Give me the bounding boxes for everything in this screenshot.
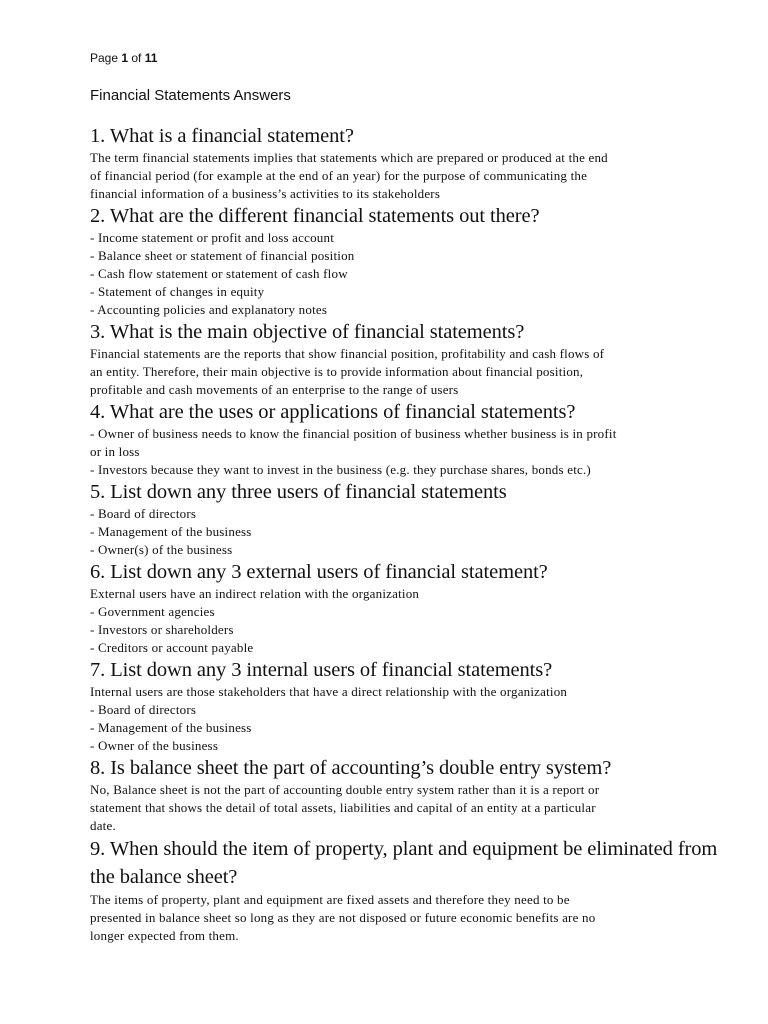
answer-line: Financial statements are the reports that show financial position, profitability and cash flows of [90, 346, 605, 361]
qa-section [90, 559, 728, 657]
answer-line: Internal users are those stakeholders that have a direct relationship with the organization [90, 684, 568, 699]
page-current: 1 [121, 51, 129, 65]
answer-line: date. [90, 818, 116, 833]
qa-section [90, 755, 728, 835]
qa-section [90, 479, 728, 559]
question-heading: 1. What is a financial statement? [90, 125, 354, 147]
qa-sections [90, 123, 728, 945]
question-heading: 4. What are the uses or applications of financial statements? [90, 401, 576, 423]
answer-line: - Owner of the business [90, 738, 219, 753]
qa-section [90, 657, 728, 755]
answer-line: - Board of directors [90, 702, 197, 717]
answer-line: - Board of directors [90, 506, 197, 521]
page-label: Page [90, 51, 122, 65]
answer-line: - Balance sheet or statement of financial position [90, 248, 355, 263]
answer-line: - Statement of changes in equity [90, 284, 265, 299]
qa-section [90, 399, 728, 479]
qa-section [90, 319, 728, 399]
answer-line: The term financial statements implies that statements which are prepared or produced at the end [90, 150, 608, 165]
page-number [90, 50, 728, 66]
answer-line: - Owner(s) of the business [90, 542, 233, 557]
answer-line: No, Balance sheet is not the part of accounting double entry system rather than it is a report or [90, 782, 600, 797]
page-total: 11 [144, 51, 158, 65]
page-of: of [128, 51, 145, 65]
answer-line: - Management of the business [90, 720, 252, 735]
qa-section [90, 123, 728, 203]
answer-line: of financial period (for example at the end of an year) for the purpose of communicating the [90, 168, 588, 183]
answer-line: - Investors or shareholders [90, 622, 234, 637]
answer-line: an entity. Therefore, their main objective is to provide information about financial position, [90, 364, 584, 379]
answer-line: financial information of a business’s activities to its stakeholders [90, 186, 441, 201]
answer-line: The items of property, plant and equipment are fixed assets and therefore they need to be [90, 892, 570, 907]
qa-section [90, 835, 728, 945]
answer-line: presented in balance sheet so long as they are not disposed or future economic benefits are no [90, 910, 596, 925]
question-heading: 8. Is balance sheet the part of accounting’s double entry system? [90, 757, 612, 779]
question-heading: 3. What is the main objective of financial statements? [90, 321, 525, 343]
answer-line: or in loss [90, 444, 140, 459]
answer-line: - Management of the business [90, 524, 252, 539]
answer-line: profitable and cash movements of an enterprise to the range of users [90, 382, 459, 397]
answer-line: - Accounting policies and explanatory notes [90, 302, 328, 317]
answer-line: External users have an indirect relation with the organization [90, 586, 420, 601]
document-title: Financial Statements Answers [90, 87, 291, 104]
question-heading: 5. List down any three users of financial statements [90, 481, 507, 503]
answer-line: - Creditors or account payable [90, 640, 254, 655]
answer-line: - Cash flow statement or statement of cash flow [90, 266, 348, 281]
question-heading: 2. What are the different financial statements out there? [90, 205, 540, 227]
answer-line: - Income statement or profit and loss account [90, 230, 335, 245]
answer-line: statement that shows the detail of total assets, liabilities and capital of an entity at a particular [90, 800, 596, 815]
question-heading: 7. List down any 3 internal users of financial statements? [90, 659, 553, 681]
question-heading: 9. When should the item of property, plant and equipment be eliminated from the balance sheet? [90, 838, 718, 888]
answer-line: - Government agencies [90, 604, 215, 619]
answer-line: longer expected from them. [90, 928, 239, 943]
qa-section [90, 203, 728, 319]
answer-line: - Investors because they want to invest in the business (e.g. they purchase shares, bonds etc.) [90, 462, 591, 477]
question-heading: 6. List down any 3 external users of financial statement? [90, 561, 548, 583]
answer-line: - Owner of business needs to know the financial position of business whether business is in profit [90, 426, 617, 441]
